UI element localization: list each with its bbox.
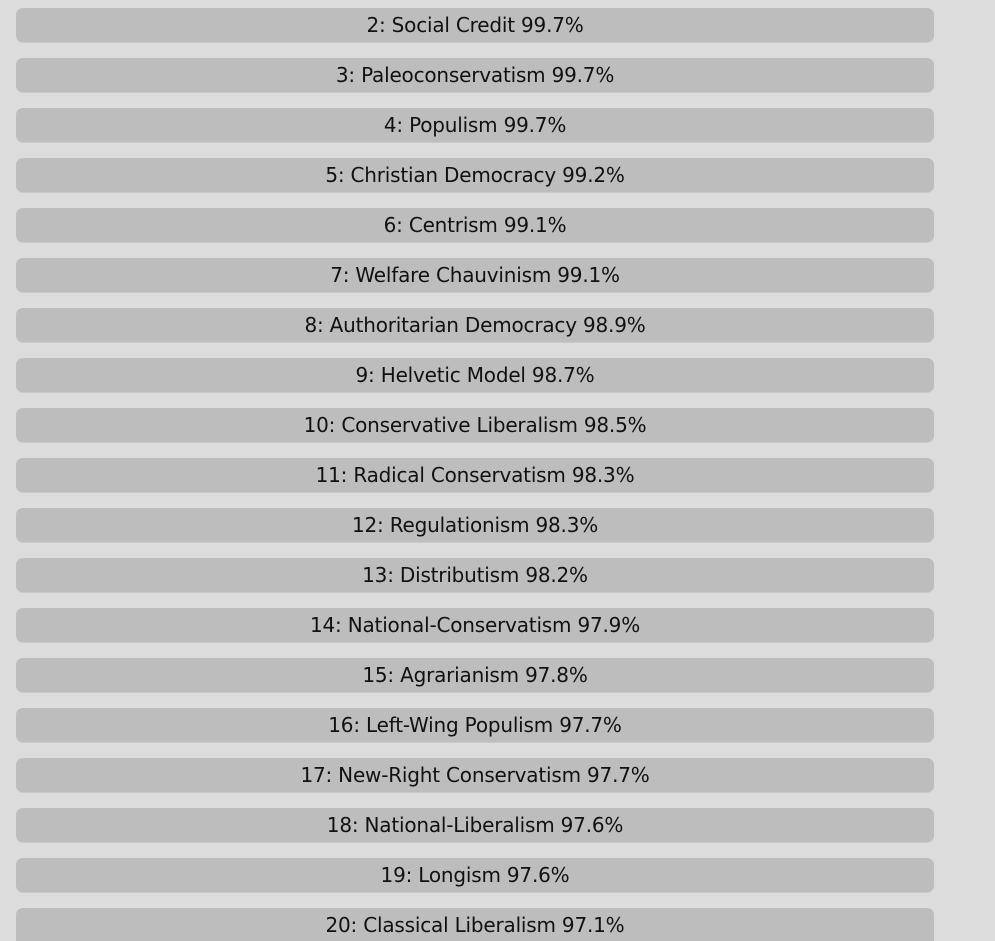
result-row[interactable]: 3: Paleoconservatism 99.7% — [16, 58, 934, 92]
result-row[interactable]: 12: Regulationism 98.3% — [16, 508, 934, 542]
result-row[interactable]: 11: Radical Conservatism 98.3% — [16, 458, 934, 492]
result-row[interactable]: 6: Centrism 99.1% — [16, 208, 934, 242]
result-row[interactable]: 20: Classical Liberalism 97.1% — [16, 908, 934, 941]
result-row[interactable]: 13: Distributism 98.2% — [16, 558, 934, 592]
result-row[interactable]: 16: Left-Wing Populism 97.7% — [16, 708, 934, 742]
result-row[interactable]: 2: Social Credit 99.7% — [16, 8, 934, 42]
result-row[interactable]: 10: Conservative Liberalism 98.5% — [16, 408, 934, 442]
result-row[interactable]: 5: Christian Democracy 99.2% — [16, 158, 934, 192]
result-row[interactable]: 19: Longism 97.6% — [16, 858, 934, 892]
result-row[interactable]: 17: New-Right Conservatism 97.7% — [16, 758, 934, 792]
result-row[interactable]: 18: National-Liberalism 97.6% — [16, 808, 934, 842]
result-row[interactable]: 9: Helvetic Model 98.7% — [16, 358, 934, 392]
result-row[interactable]: 7: Welfare Chauvinism 99.1% — [16, 258, 934, 292]
result-row[interactable]: 4: Populism 99.7% — [16, 108, 934, 142]
result-row[interactable]: 14: National-Conservatism 97.9% — [16, 608, 934, 642]
result-row[interactable]: 8: Authoritarian Democracy 98.9% — [16, 308, 934, 342]
result-row[interactable]: 15: Agrarianism 97.8% — [16, 658, 934, 692]
